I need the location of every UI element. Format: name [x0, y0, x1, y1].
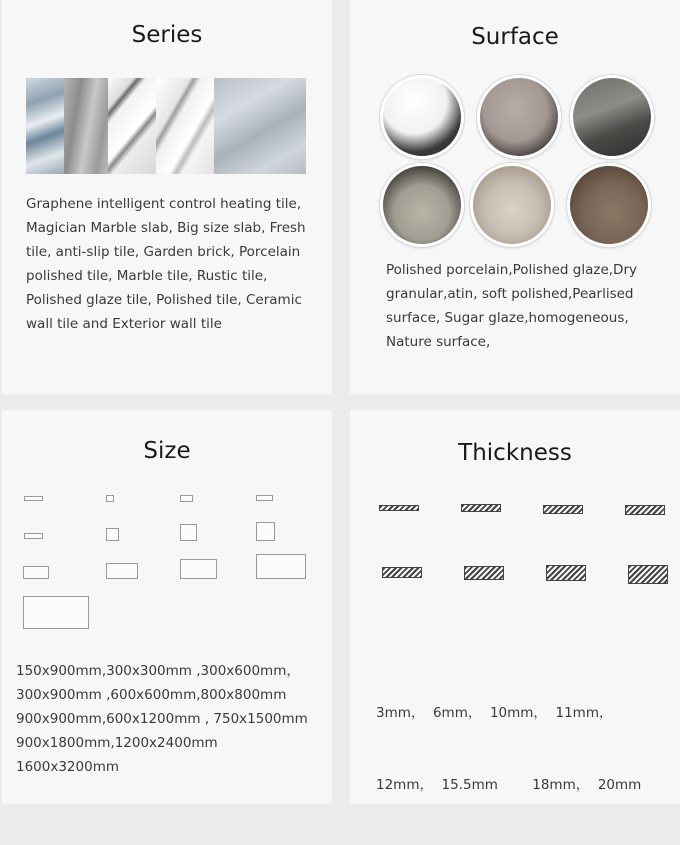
- thickness-title: Thickness: [458, 440, 572, 466]
- size-diagram-rect: [106, 563, 138, 579]
- surface-description: [386, 258, 676, 354]
- size-line: 1600x3200mm: [16, 759, 120, 775]
- series-line: wall tile and Exterior wall tile: [26, 316, 222, 332]
- thickness-line: 3mm， 6mm， 10mm， 11mm，: [376, 705, 613, 721]
- surface-line: surface, Sugar glaze,homogeneous,: [386, 310, 629, 326]
- surface-sample-5: [470, 163, 554, 247]
- size-diagram-rect: [106, 495, 114, 502]
- size-line: 900x900mm,600x1200mm , 750x1500mm: [16, 711, 308, 727]
- thickness-diagram-bar: [464, 566, 504, 580]
- size-diagram-rect: [256, 522, 275, 541]
- marble-samples-image: [26, 78, 306, 174]
- size-diagram-rect: [24, 496, 43, 501]
- surface-line: Polished porcelain,Polished glaze,Dry: [386, 262, 637, 278]
- series-title: Series: [131, 22, 203, 48]
- size-diagram-rect: [256, 495, 273, 501]
- surface-sample-3: [570, 75, 654, 159]
- size-diagram-rect: [180, 524, 197, 541]
- thickness-diagram-bar: [382, 567, 422, 578]
- size-line: 900x1800mm,1200x2400mm: [16, 735, 218, 751]
- surface-sample-2: [477, 75, 561, 159]
- surface-line: Nature surface,: [386, 334, 491, 350]
- size-diagram-rect: [106, 528, 119, 541]
- series-description: [26, 192, 326, 336]
- size-diagram-rect: [180, 495, 193, 502]
- surface-sample-1: [380, 75, 464, 159]
- thickness-diagram-bar: [543, 505, 583, 514]
- series-line: polished tile, Marble tile, Rustic tile,: [26, 268, 268, 284]
- size-diagram-rect: [23, 596, 89, 629]
- surface-sample-4: [380, 163, 464, 247]
- series-line: Graphene intelligent control heating tile,: [26, 196, 302, 212]
- size-title: Size: [143, 438, 191, 464]
- surface-card: [350, 0, 680, 394]
- surface-sample-6: [567, 163, 651, 247]
- marble-sample-4: [156, 78, 214, 174]
- marble-sample-5: [214, 78, 306, 174]
- size-diagram-rect: [180, 559, 217, 579]
- marble-sample-3: [108, 78, 156, 174]
- thickness-line: 12mm， 15.5mm 18mm， 20mm: [376, 777, 642, 793]
- series-line: Magician Marble slab, Big size slab, Fresh: [26, 220, 306, 236]
- surface-title: Surface: [471, 24, 559, 50]
- marble-sample-1: [26, 78, 64, 174]
- size-diagram-rect: [23, 566, 49, 579]
- thickness-diagram-bar: [546, 565, 586, 581]
- thickness-description: [376, 653, 676, 845]
- size-diagram-rect: [256, 554, 306, 579]
- size-line: 150x900mm,300x300mm ,300x600mm，: [16, 663, 300, 679]
- size-description: [16, 659, 326, 779]
- thickness-diagram-bar: [379, 505, 419, 511]
- size-line: 300x900mm ,600x600mm,800x800mm: [16, 687, 287, 703]
- thickness-diagram-bar: [625, 505, 665, 515]
- marble-sample-2: [64, 78, 108, 174]
- surface-line: granular,atin, soft polished,Pearlised: [386, 286, 634, 302]
- series-card: [2, 0, 332, 394]
- size-card: [2, 410, 332, 804]
- thickness-card: [350, 410, 680, 804]
- size-diagram-rect: [24, 533, 43, 539]
- thickness-diagram-bar: [461, 504, 501, 512]
- series-line: Polished glaze tile, Polished tile, Ceramic: [26, 292, 302, 308]
- thickness-diagram-bar: [628, 565, 668, 584]
- series-line: tile, anti-slip tile, Garden brick, Porcelain: [26, 244, 301, 260]
